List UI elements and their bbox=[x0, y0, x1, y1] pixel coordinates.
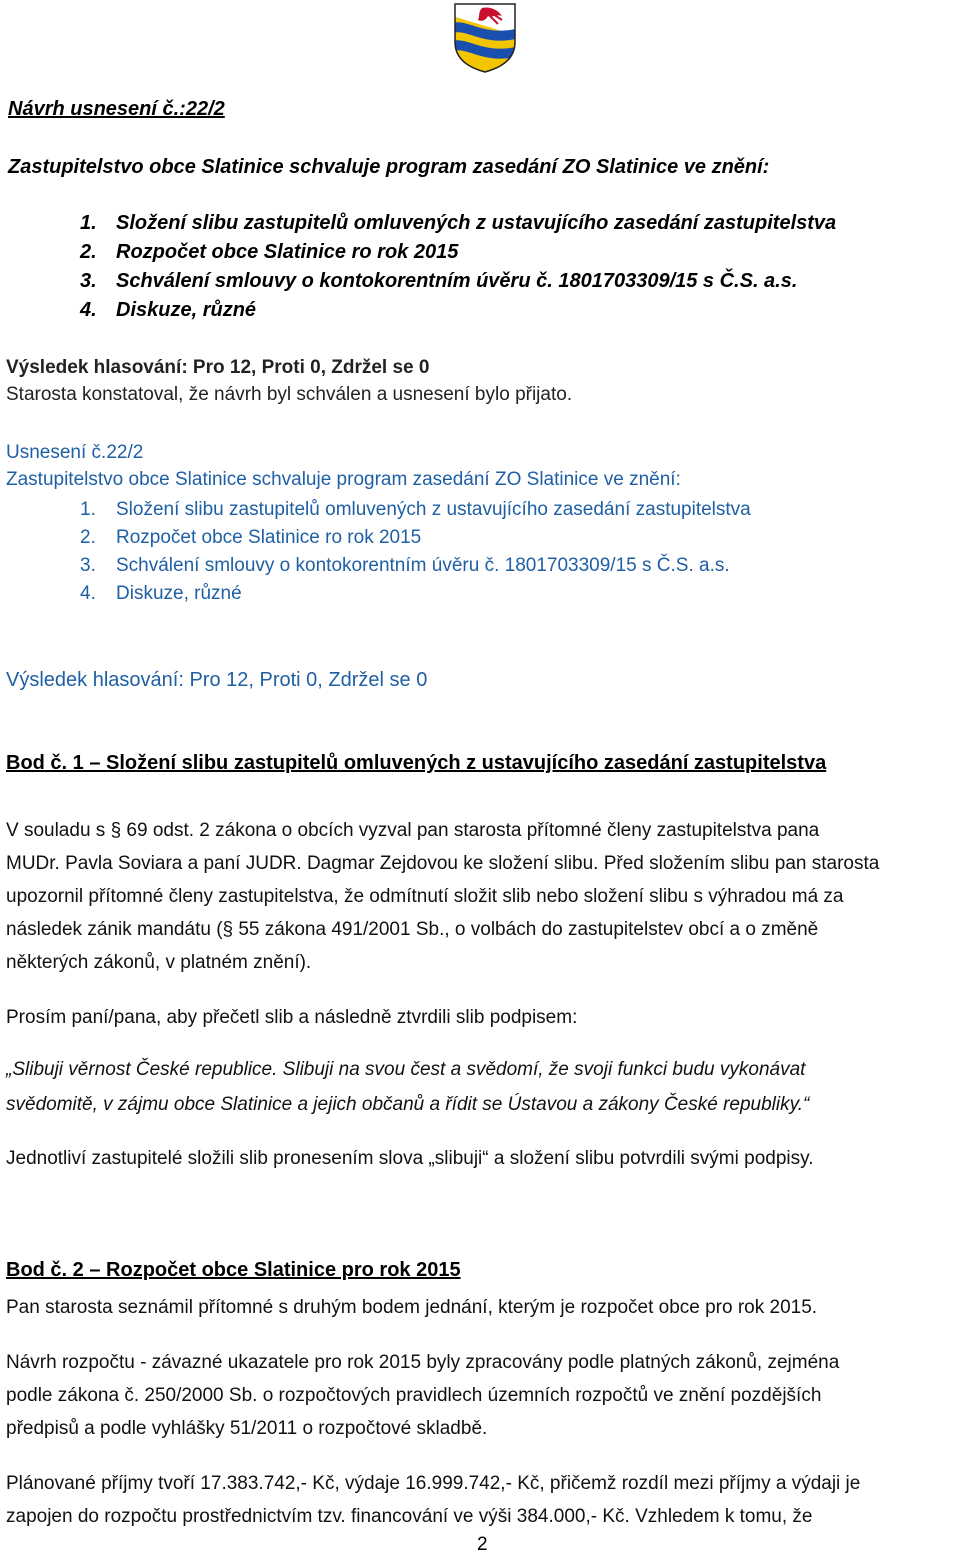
resolution-vote-result: Výsledek hlasování: Pro 12, Proti 0, Zdržel se 0 bbox=[6, 669, 428, 691]
resolution-item bbox=[80, 499, 751, 521]
draft-item bbox=[80, 270, 797, 293]
page-number: 2 bbox=[477, 1534, 488, 1555]
resolution-intro: Zastupitelstvo obce Slatinice schvaluje program zasedání ZO Slatinice ve znění: bbox=[6, 469, 681, 490]
paragraph-line: V souladu s § 69 odst. 2 zákona o obcích vyzval pan starosta přítomné členy zastupitelstva pana bbox=[6, 820, 820, 841]
draft-title: Návrh usnesení č.:22/2 bbox=[8, 98, 225, 120]
vote-result: Výsledek hlasování: Pro 12, Proti 0, Zdržel se 0 bbox=[6, 357, 430, 378]
oath-text-line: svědomitě, v zájmu obce Slatinice a jejich občanů a řídit se Ústavou a zákony České republiky.“ bbox=[6, 1094, 810, 1115]
draft-item-text: Diskuze, různé bbox=[116, 299, 257, 321]
paragraph-line: zapojen do rozpočtu prostřednictvím tzv. financování ve výši 384.000,- Kč. Vzhledem k tomu, že bbox=[6, 1506, 813, 1527]
draft-item-text: Rozpočet obce Slatinice ro rok 2015 bbox=[116, 241, 459, 263]
resolution-item-number: 3. bbox=[80, 555, 96, 576]
resolution-item-number: 1. bbox=[80, 499, 96, 520]
paragraph-line: některých zákonů, v platném znění). bbox=[6, 952, 312, 973]
resolution-item-text: Rozpočet obce Slatinice ro rok 2015 bbox=[116, 527, 422, 548]
draft-item-number: 3. bbox=[80, 270, 97, 292]
draft-item bbox=[80, 241, 458, 264]
draft-item bbox=[80, 299, 256, 322]
resolution-item bbox=[80, 555, 730, 577]
coat-of-arms-logo bbox=[452, 2, 518, 74]
draft-item-text: Schválení smlouvy o kontokorentním úvěru č. 1801703309/15 s Č.S. a.s. bbox=[116, 270, 798, 292]
paragraph-line: upozornil přítomné členy zastupitelstva, že odmítnutí složit slib nebo složení slibu s výhradou má za bbox=[6, 886, 844, 907]
resolution-title: Usnesení č.22/2 bbox=[6, 442, 144, 463]
section-heading-bod-1: Bod č. 1 – Složení slibu zastupitelů omluvených z ustavujícího zasedání zastupitelstva bbox=[6, 752, 827, 774]
resolution-item-text: Složení slibu zastupitelů omluvených z ustavujícího zasedání zastupitelstva bbox=[116, 499, 751, 520]
paragraph-line: Návrh rozpočtu - závazné ukazatele pro rok 2015 byly zpracovány podle platných zákonů, zejména bbox=[6, 1352, 840, 1373]
draft-item-text: Složení slibu zastupitelů omluvených z ustavujícího zasedání zastupitelstva bbox=[116, 212, 837, 234]
paragraph-line: podle zákona č. 250/2000 Sb. o rozpočtových pravidlech územních rozpočtů ve znění pozdějších bbox=[6, 1385, 822, 1406]
resolution-item-text: Schválení smlouvy o kontokorentním úvěru č. 1801703309/15 s Č.S. a.s. bbox=[116, 555, 730, 576]
section-heading-bod-2: Bod č. 2 – Rozpočet obce Slatinice pro rok 2015 bbox=[6, 1259, 461, 1281]
paragraph-line: předpisů a podle vyhlášky 51/2011 o rozpočtové skladbě. bbox=[6, 1418, 488, 1439]
resolution-item-number: 2. bbox=[80, 527, 96, 548]
mayor-statement: Starosta konstatoval, že návrh byl schválen a usnesení bylo přijato. bbox=[6, 384, 573, 405]
resolution-item bbox=[80, 527, 421, 549]
paragraph-line: Plánované příjmy tvoří 17.383.742,- Kč, výdaje 16.999.742,- Kč, přičemž rozdíl mezi příjmy a výdaji je bbox=[6, 1473, 861, 1494]
oath-text-line: „Slibuji věrnost České republice. Slibuji na svou čest a svědomí, že svoji funkci budu vykonávat bbox=[6, 1059, 806, 1080]
paragraph-line: následek zánik mandátu (§ 55 zákona 491/2001 Sb., o volbách do zastupitelstev obcí a o změně bbox=[6, 919, 819, 940]
draft-item-number: 4. bbox=[80, 299, 97, 321]
resolution-item bbox=[80, 583, 242, 605]
draft-item-number: 2. bbox=[80, 241, 97, 263]
paragraph-line: Pan starosta seznámil přítomné s druhým bodem jednání, kterým je rozpočet obce pro rok 2015. bbox=[6, 1297, 818, 1318]
paragraph-line: MUDr. Pavla Soviara a paní JUDR. Dagmar Zejdovou ke složení slibu. Před složením slibu pan starosta bbox=[6, 853, 880, 874]
resolution-item-text: Diskuze, různé bbox=[116, 583, 242, 604]
oath-closing: Jednotliví zastupitelé složili slib pronesením slova „slibuji“ a složení slibu potvrdili svými podpisy. bbox=[6, 1148, 814, 1169]
resolution-item-number: 4. bbox=[80, 583, 96, 604]
draft-intro: Zastupitelstvo obce Slatinice schvaluje program zasedání ZO Slatinice ve znění: bbox=[8, 156, 770, 178]
draft-item bbox=[80, 212, 836, 235]
oath-request: Prosím paní/pana, aby přečetl slib a následně ztvrdili slib podpisem: bbox=[6, 1007, 578, 1028]
draft-item-number: 1. bbox=[80, 212, 97, 234]
